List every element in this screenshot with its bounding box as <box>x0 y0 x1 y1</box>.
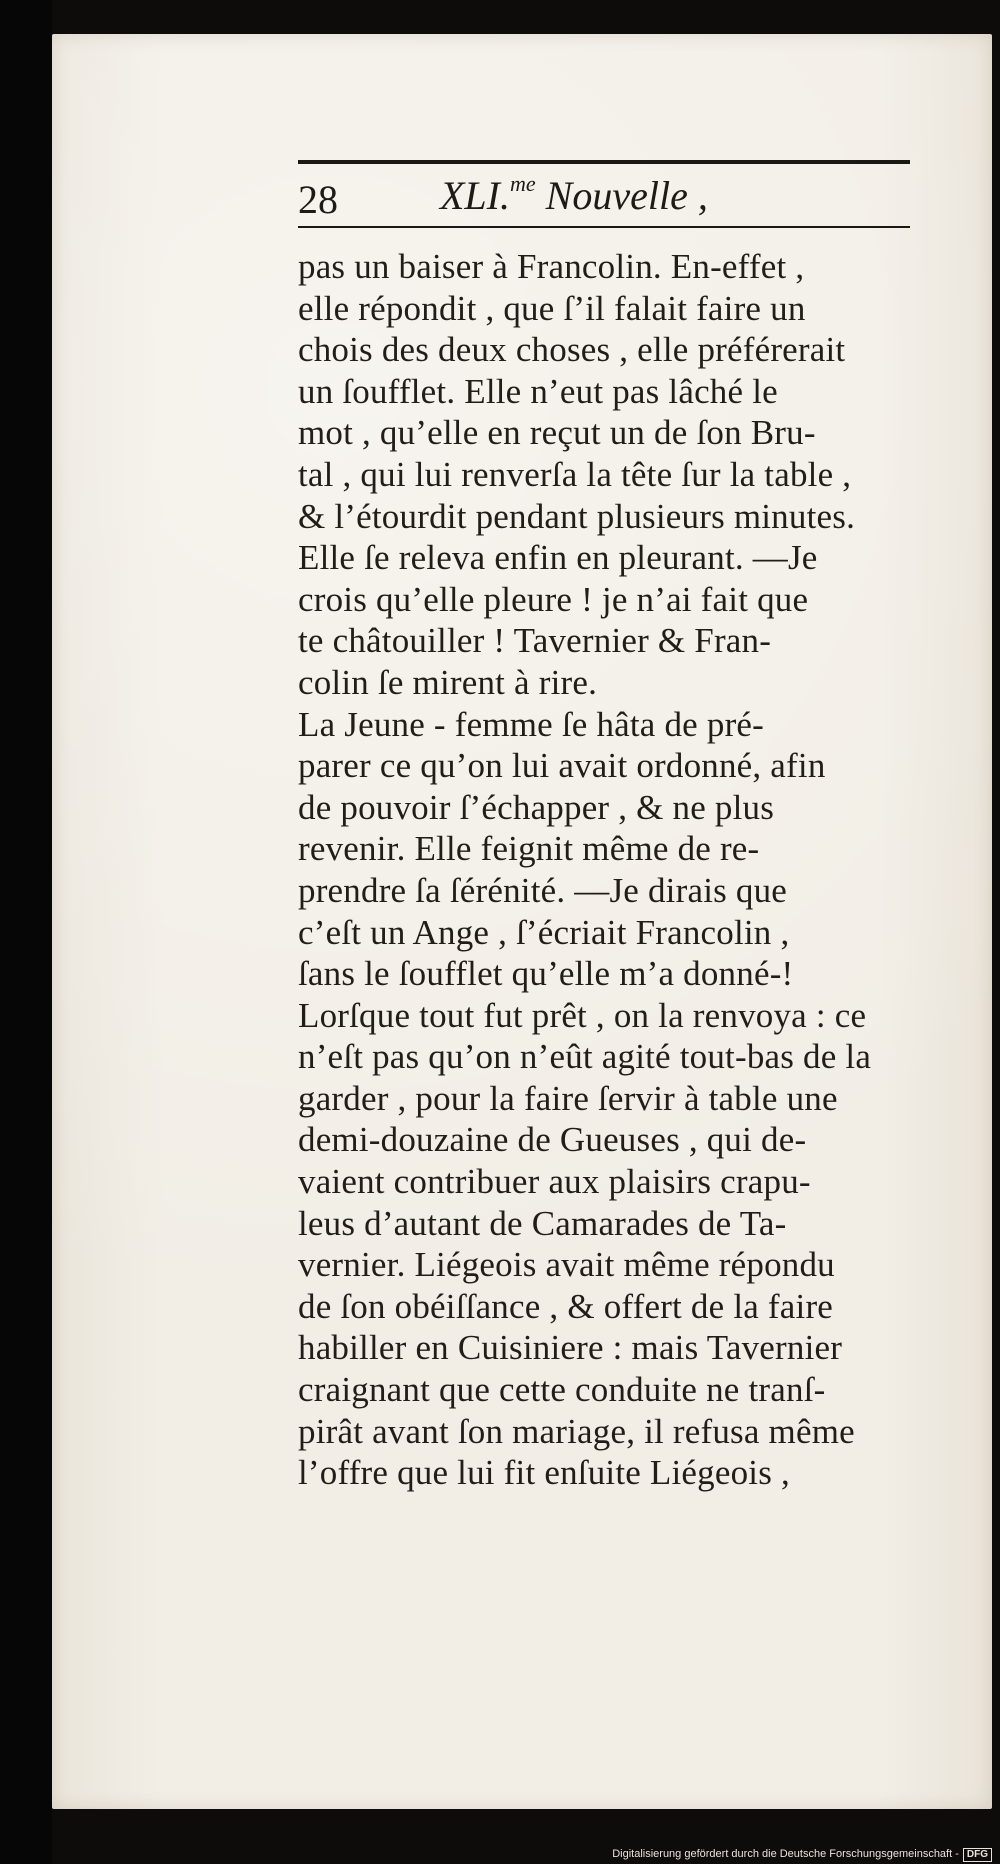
text-line: crois qu’elle pleure ! je n’ai fait que <box>298 579 809 619</box>
running-title <box>440 172 708 219</box>
text-line: leus d’autant de Camarades de Ta- <box>298 1203 787 1243</box>
text-line: n’eſt pas qu’on n’eût agité tout-bas de la <box>298 1037 872 1077</box>
running-title-main: XLI. <box>440 173 510 218</box>
text-line: habiller en Cuisiniere : mais Tavernier <box>298 1328 843 1368</box>
text-line: tal , qui lui renverſa la tête ſur la table , <box>298 454 852 494</box>
text-line: un ſoufflet. Elle n’eut pas lâché le <box>298 371 778 411</box>
text-line: garder , pour la faire ſervir à table une <box>298 1078 838 1118</box>
text-line: demi-douzaine de Gueuses , qui de- <box>298 1120 807 1160</box>
text-line: ſans le ſoufflet qu’elle m’a donné-! <box>298 954 794 994</box>
text-line: vaient contribuer aux plaisirs crapu- <box>298 1162 811 1202</box>
text-line: l’offre que lui fit enſuite Liégeois , <box>298 1453 790 1493</box>
text-line: Elle ſe releva enfin en pleurant. —Je <box>298 538 818 578</box>
text-line: La Jeune - femme ſe hâta de pré- <box>298 704 765 744</box>
text-line: de pouvoir ſ’échapper , & ne plus <box>298 787 775 827</box>
text-line: de ſon obéiſſance , & offert de la faire <box>298 1286 834 1326</box>
text-line: c’eſt un Ange , ſ’écriait Francolin , <box>298 912 790 952</box>
text-line: prendre ſa ſérénité. —Je dirais que <box>298 870 788 910</box>
digitization-credit-text: Digitalisierung gefördert durch die Deutsche Forschungsgemeinschaft - <box>612 1848 959 1860</box>
digitization-credit <box>612 1848 992 1862</box>
book-spine-shadow <box>0 0 52 1864</box>
text-line: pas un baiser à Francolin. En-effet , <box>298 247 805 286</box>
running-title-superscript: me <box>510 170 536 196</box>
running-header <box>298 160 910 232</box>
text-line: vernier. Liégeois avait même répondu <box>298 1245 835 1285</box>
text-line: chois des deux choses , elle préférerait <box>298 330 846 370</box>
text-line: revenir. Elle feignit même de re- <box>298 829 760 869</box>
text-line: pirât avant ſon mariage, il refusa même <box>298 1411 855 1451</box>
text-line: Lorſque tout fut prêt , on la renvoya : ce <box>298 995 867 1035</box>
text-line: craignant que cette conduite ne tranſ- <box>298 1370 826 1410</box>
text-line: parer ce qu’on lui avait ordonné, afin <box>298 746 826 786</box>
header-rule-top <box>298 160 910 164</box>
text-line: elle répondit , que ſ’il falait faire un <box>298 288 806 328</box>
text-line: mot , qu’elle en reçut un de ſon Bru- <box>298 413 816 453</box>
text-line: & l’étourdit pendant plusieurs minutes. <box>298 496 856 536</box>
body-text <box>298 246 928 1494</box>
page-number: 28 <box>298 177 338 222</box>
dfg-logo: DFG <box>963 1848 992 1862</box>
header-rule-bottom <box>298 226 910 228</box>
text-line: colin ſe mirent à rire. <box>298 662 598 702</box>
text-line: te châtouiller ! Tavernier & Fran- <box>298 621 772 661</box>
running-title-rest: Nouvelle , <box>535 173 708 218</box>
